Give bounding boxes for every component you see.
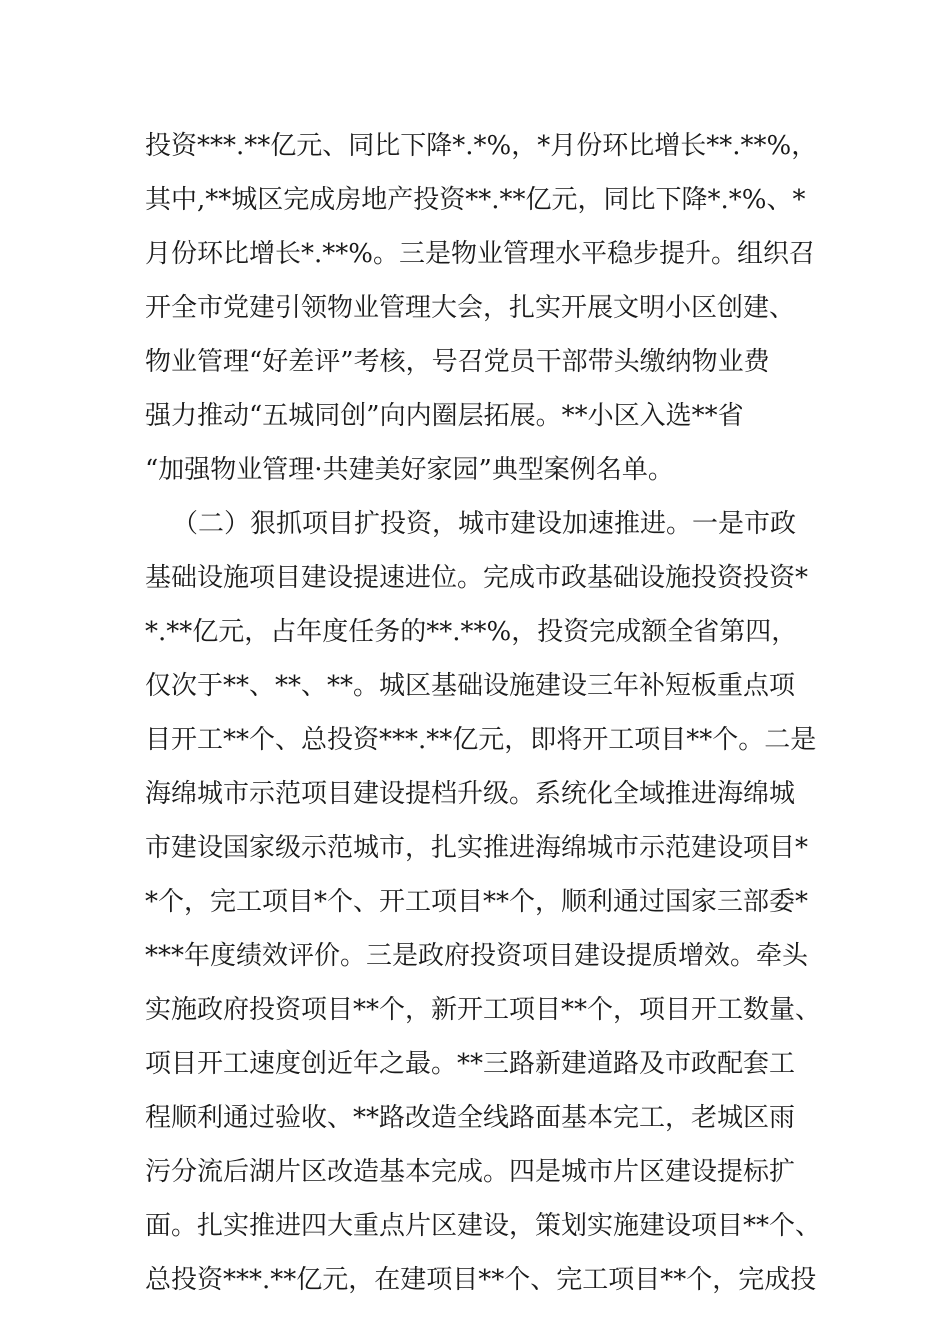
text-line: 污分流后湖片区改造基本完成。四是城市片区建设提标扩 xyxy=(145,1157,796,1187)
text-line: 其中,**城区完成房地产投资**.**亿元，同比下降*.*%、* xyxy=(145,185,806,215)
text-line: 物业管理“好差评”考核，号召党员干部带头缴纳物业费 xyxy=(145,347,770,377)
text-line: *个，完工项目*个、开工项目**个，顺利通过国家三部委* xyxy=(145,887,809,917)
text-line: ***年度绩效评价。三是政府投资项目建设提质增效。牵头 xyxy=(145,941,809,971)
text-line: “加强物业管理·共建美好家园”典型案例名单。 xyxy=(145,455,674,485)
text-line: *.**亿元，占年度任务的**.**%，投资完成额全省第四， xyxy=(145,617,798,647)
text-line: 程顺利通过验收、**路改造全线路面基本完工，老城区雨 xyxy=(145,1103,796,1133)
text-line: 面。扎实推进四大重点片区建设，策划实施建设项目**个、 xyxy=(145,1211,822,1241)
text-line: 强力推动“五城同创”向内圈层拓展。**小区入选**省 xyxy=(145,401,744,431)
text-line: 月份环比增长*.**%。三是物业管理水平稳步提升。组织召 xyxy=(145,239,815,269)
text-line: 市建设国家级示范城市，扎实推进海绵城市示范建设项目* xyxy=(145,833,809,863)
text-line: 仅次于**、**、**。城区基础设施建设三年补短板重点项 xyxy=(145,671,796,701)
text-line: 总投资***.**亿元，在建项目**个、完工项目**个，完成投 xyxy=(145,1265,817,1295)
text-line: 投资***.**亿元、同比下降*.*%，*月份环比增长**.**%， xyxy=(145,131,818,161)
text-line: 项目开工速度创近年之最。**三路新建道路及市政配套工 xyxy=(145,1049,796,1079)
text-line: 开全市党建引领物业管理大会，扎实开展文明小区创建、 xyxy=(145,293,796,323)
section-heading-line: （二）狠抓项目扩投资，城市建设加速推进。一是市政 xyxy=(172,509,797,539)
text-line: 目开工**个、总投资***.**亿元，即将开工项目**个。二是 xyxy=(145,725,817,755)
text-line: 实施政府投资项目**个，新开工项目**个，项目开工数量、 xyxy=(145,995,822,1025)
text-line: 海绵城市示范项目建设提档升级。系统化全域推进海绵城 xyxy=(145,779,796,809)
text-line: 基础设施项目建设提速进位。完成市政基础设施投资投资* xyxy=(145,563,809,593)
